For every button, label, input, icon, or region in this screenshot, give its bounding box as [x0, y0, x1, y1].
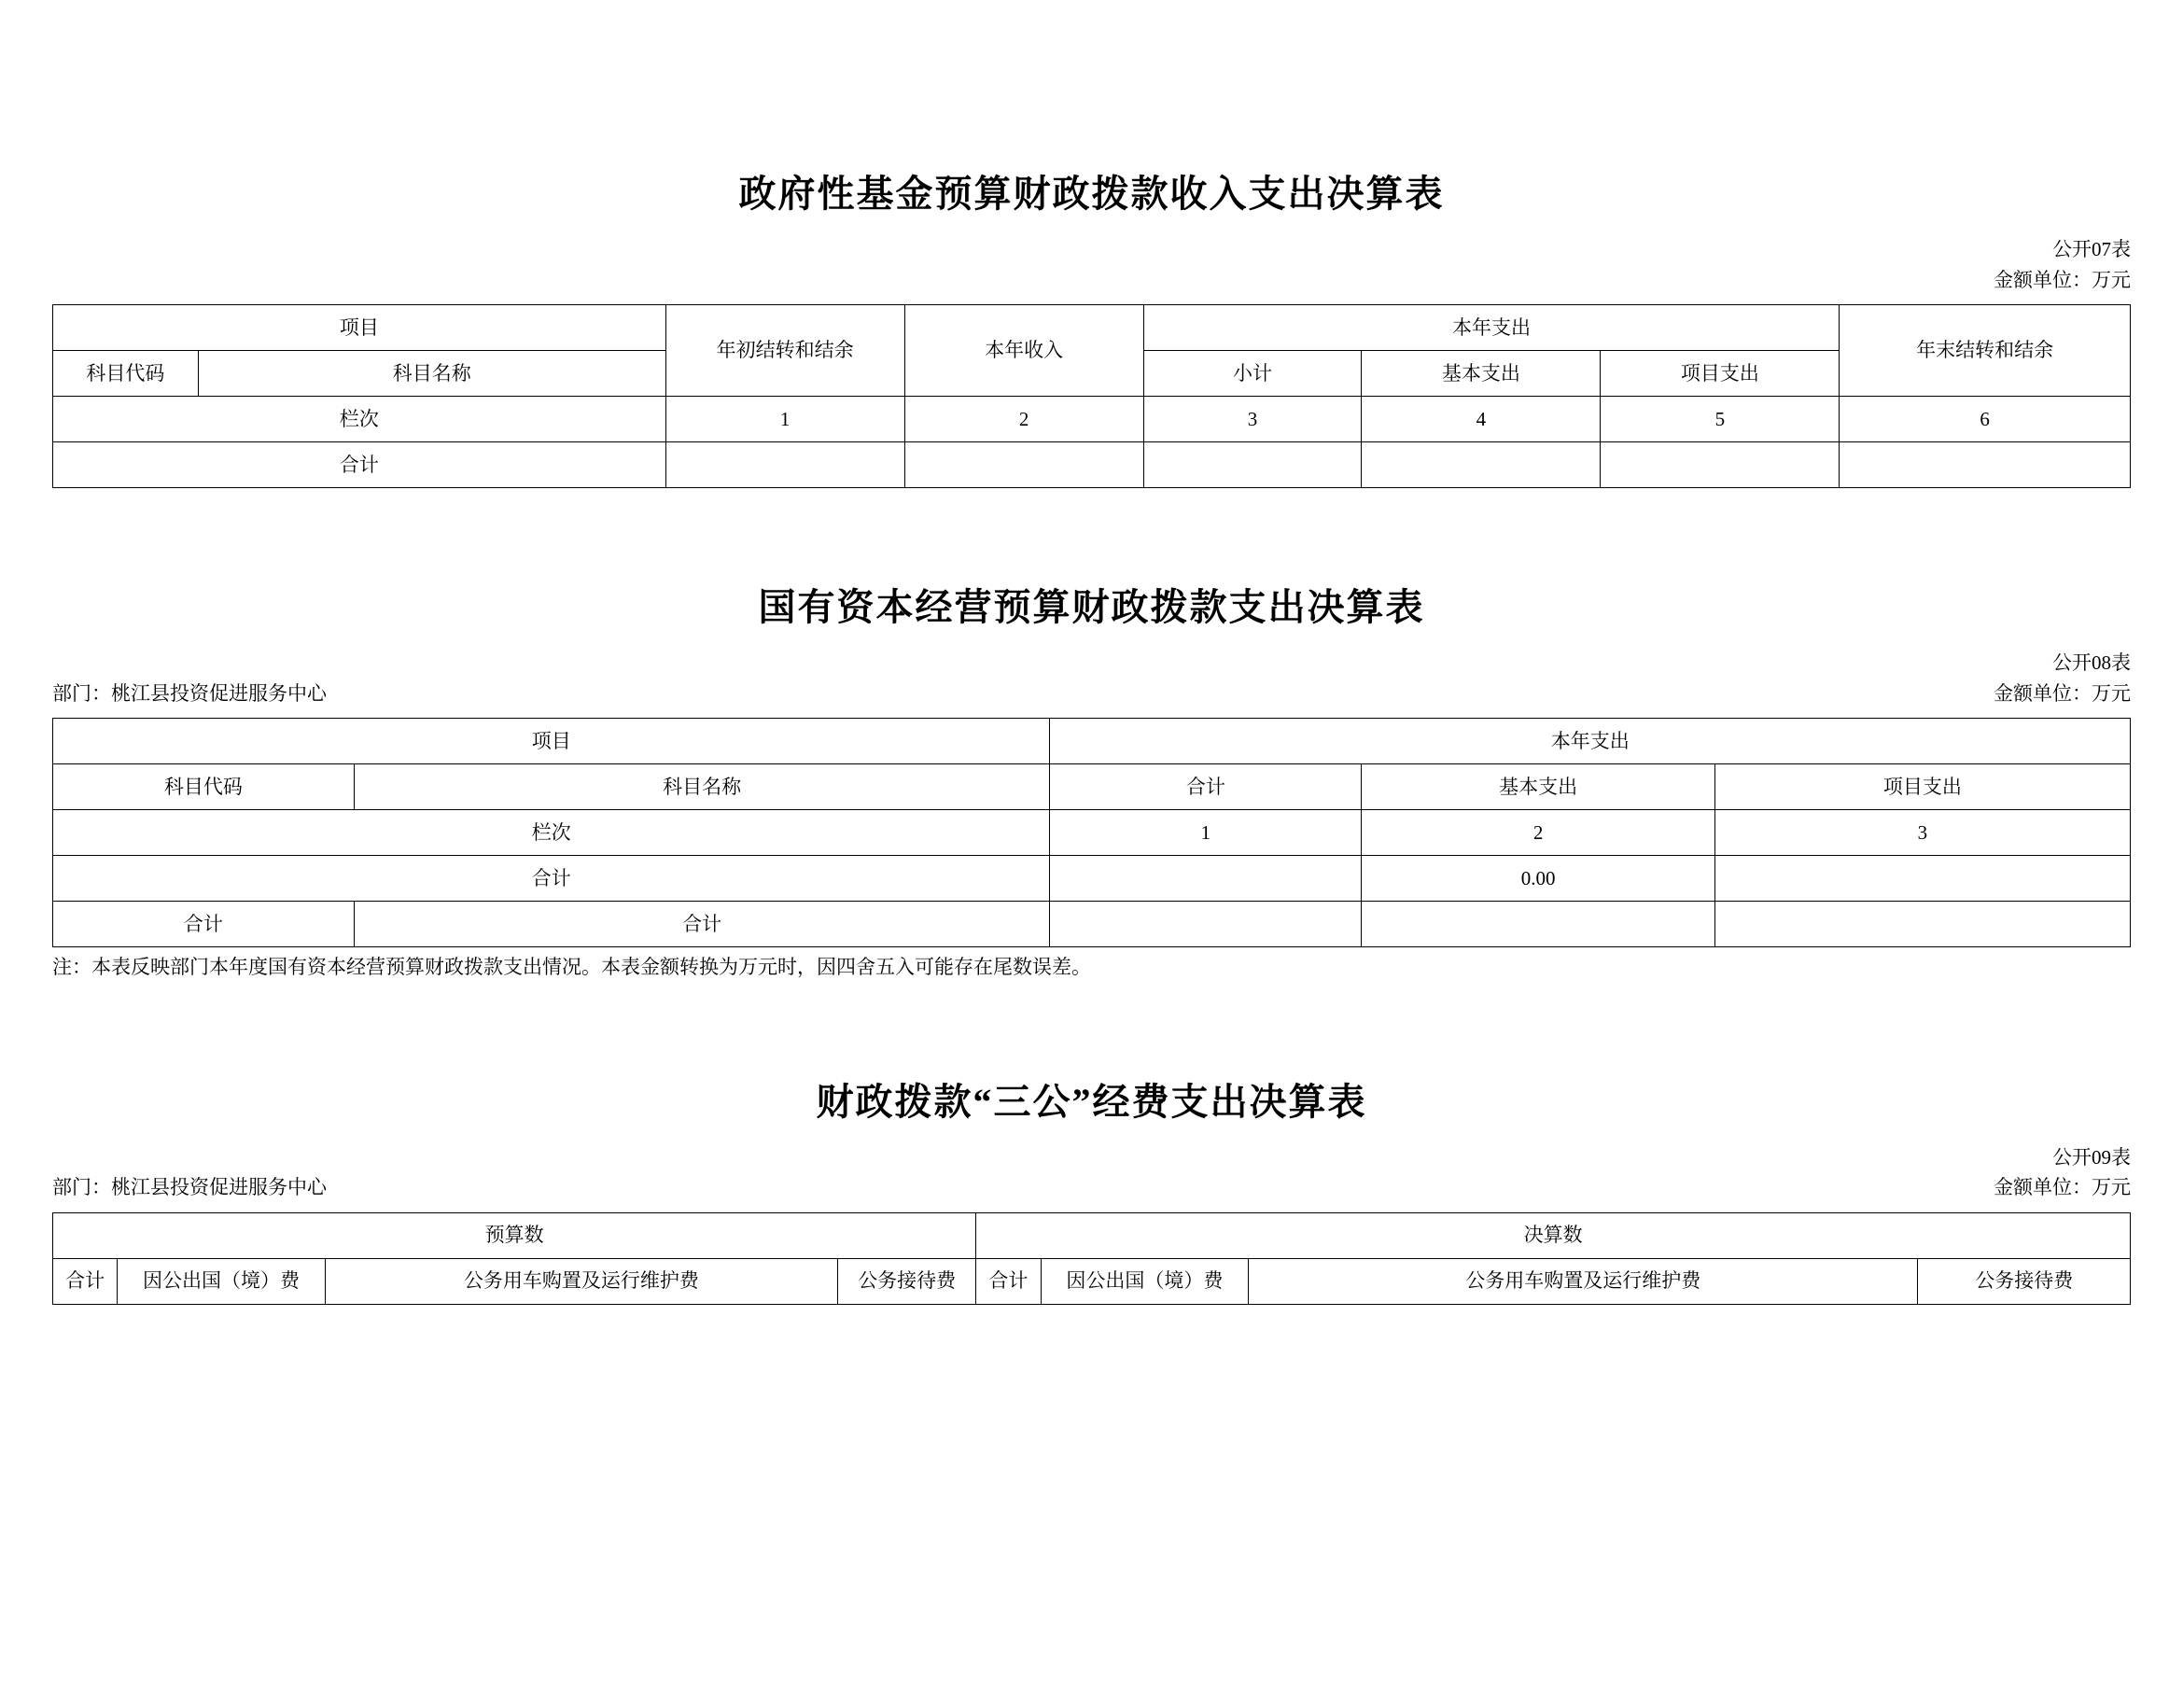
- header3-final-group: 决算数: [976, 1212, 2131, 1258]
- amount-unit-3: 金额单位：万元: [1994, 1176, 2131, 1199]
- header-begin-balance: 年初结转和结余: [665, 305, 904, 397]
- last2-project-expense: [1714, 902, 2130, 947]
- table2-row-last: [53, 902, 2131, 947]
- form-meta-3-row: [52, 1172, 2131, 1203]
- header3-budget-vehicle: 公务用车购置及运行维护费: [325, 1258, 837, 1304]
- column-index-5: 5: [1601, 397, 1840, 442]
- header-subtotal: 小计: [1143, 351, 1362, 397]
- header2-subject-name: 科目名称: [354, 764, 1050, 810]
- table-government-fund: [52, 304, 2131, 488]
- header-end-balance: 年末结转和结余: [1840, 305, 2131, 397]
- total-subtotal: [1143, 442, 1362, 488]
- total2-total: [1050, 856, 1362, 902]
- header-year-income: 本年收入: [904, 305, 1143, 397]
- table2-header-row-top: [53, 719, 2131, 764]
- column-index-2: 2: [904, 397, 1143, 442]
- table-header-row-top: [53, 305, 2131, 351]
- form-meta-3-number: [52, 1142, 2131, 1173]
- table2-header-row-sub: [53, 764, 2131, 810]
- table-three-public: [52, 1212, 2131, 1305]
- total-begin-balance: [665, 442, 904, 488]
- total2-project-expense: [1714, 856, 2130, 902]
- header3-budget-group: 预算数: [53, 1212, 976, 1258]
- header-year-expense-group: 本年支出: [1143, 305, 1840, 351]
- table2-row-column-index: [53, 810, 2131, 856]
- table3-header-row-sub: [53, 1258, 2131, 1304]
- last2-basic-expense: [1362, 902, 1714, 947]
- column2-index-3: 3: [1714, 810, 2130, 856]
- form-meta-2-row: [52, 679, 2131, 709]
- total-end-balance: [1840, 442, 2131, 488]
- form-number-2: 公开08表: [2052, 651, 2131, 675]
- table-state-capital: [52, 718, 2131, 947]
- form-number-1: 公开07表: [2052, 238, 2131, 260]
- last2-name: 合计: [354, 902, 1050, 947]
- column2-index-1: 1: [1050, 810, 1362, 856]
- header3-final-abroad: 因公出国（境）费: [1041, 1258, 1249, 1304]
- header2-basic-expense: 基本支出: [1362, 764, 1714, 810]
- section-government-fund-budget: [52, 164, 2131, 488]
- page-title-1: 政府性基金预算财政拨款收入支出决算表: [738, 173, 1445, 215]
- table3-header-row-top: [53, 1212, 2131, 1258]
- form-meta-1: [52, 234, 2131, 295]
- header2-project-expense: 项目支出: [1714, 764, 2130, 810]
- column-index-6: 6: [1840, 397, 2131, 442]
- header-subject-name: 科目名称: [198, 351, 665, 397]
- form-number-3: 公开09表: [2052, 1145, 2131, 1169]
- header2-year-expense-group: 本年支出: [1050, 719, 2131, 764]
- total-label: 合计: [53, 442, 666, 488]
- page-title-2: 国有资本经营预算财政拨款支出决算表: [758, 586, 1425, 629]
- header2-item-group: 项目: [53, 719, 1050, 764]
- column2-index-label: 栏次: [53, 810, 1050, 856]
- section-state-capital-budget: [52, 578, 2131, 983]
- column-index-label: 栏次: [53, 397, 666, 442]
- department-label-2: 部门：桃江县投资促进服务中心: [52, 681, 327, 705]
- amount-unit-2: 金额单位：万元: [1994, 681, 2131, 705]
- header3-final-hosting: 公务接待费: [1918, 1258, 2131, 1304]
- total-year-income: [904, 442, 1143, 488]
- amount-unit-1: 金额单位：万元: [1994, 268, 2131, 291]
- column-index-3: 3: [1143, 397, 1362, 442]
- header2-total: 合计: [1050, 764, 1362, 810]
- header3-budget-total: 合计: [53, 1258, 118, 1304]
- header-subject-code: 科目代码: [53, 351, 199, 397]
- column-index-1: 1: [665, 397, 904, 442]
- table2-row-total: [53, 856, 2131, 902]
- header-item-group: 项目: [53, 305, 666, 351]
- last2-total: [1050, 902, 1362, 947]
- form-meta-2-number: [52, 648, 2131, 679]
- page-title-3: 财政拨款“三公”经费支出决算表: [816, 1080, 1367, 1123]
- header3-final-vehicle: 公务用车购置及运行维护费: [1249, 1258, 1918, 1304]
- table-row-column-index: [53, 397, 2131, 442]
- header3-final-total: 合计: [976, 1258, 1041, 1304]
- column-index-4: 4: [1362, 397, 1601, 442]
- total-basic-expense: [1362, 442, 1601, 488]
- document-page: [0, 164, 2183, 1708]
- table-row-total: [53, 442, 2131, 488]
- header-basic-expense: 基本支出: [1362, 351, 1601, 397]
- total-project-expense: [1601, 442, 1840, 488]
- table2-note: 注：本表反映部门本年度国有资本经营预算财政拨款支出情况。本表金额转换为万元时，因四舍五入可能存在尾数误差。: [52, 956, 1091, 979]
- header3-budget-hosting: 公务接待费: [837, 1258, 975, 1304]
- section-three-public-expense: [52, 1072, 2131, 1305]
- column2-index-2: 2: [1362, 810, 1714, 856]
- header3-budget-abroad: 因公出国（境）费: [118, 1258, 326, 1304]
- department-label-3: 部门：桃江县投资促进服务中心: [52, 1176, 327, 1199]
- header2-subject-code: 科目代码: [53, 764, 355, 810]
- last2-code: 合计: [53, 902, 355, 947]
- header-project-expense: 项目支出: [1601, 351, 1840, 397]
- total2-basic-expense: 0.00: [1362, 856, 1714, 902]
- total2-label: 合计: [53, 856, 1050, 902]
